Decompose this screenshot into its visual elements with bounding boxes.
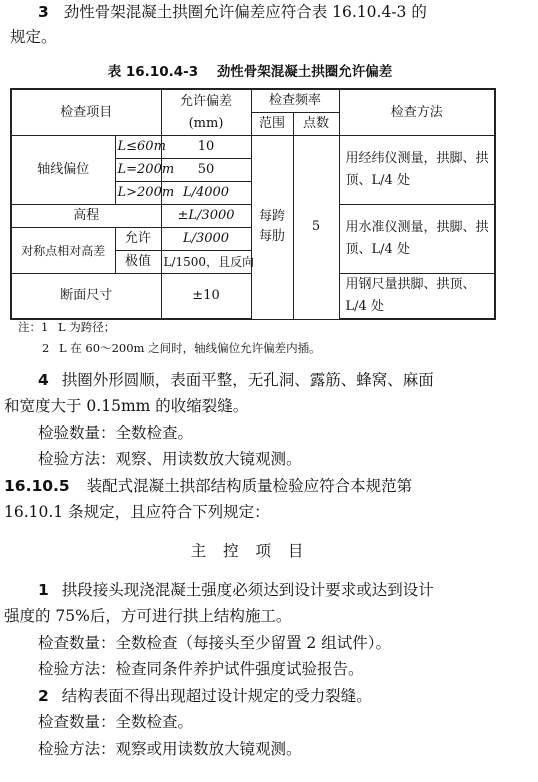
item-1-line-1 [0, 580, 538, 600]
para-4-method: 检验方法：观察、用读数放大镜观测。 [38, 450, 302, 468]
item-2-number: 2 [38, 687, 49, 705]
symmetric-limit-label: 极值 [115, 251, 161, 274]
note-2-text: L 在 60～200m 之间时，轴线偏位允许偏差内插。 [58, 341, 321, 355]
section-label: 断面尺寸 [11, 274, 161, 320]
section-value: ±10 [161, 274, 251, 320]
note-1-text: L 为跨径； [57, 320, 116, 334]
para-3-line-1 [0, 2, 538, 22]
header-points: 点数 [293, 113, 339, 136]
para-3-text: 劲性骨架混凝土拱圈允许偏差应符合表 16.10.4-3 的 [63, 3, 427, 21]
para-4-number: 4 [38, 371, 49, 389]
item-2-line-1 [0, 686, 538, 706]
header-frequency: 检查频率 [251, 89, 339, 113]
header-method: 检查方法 [339, 89, 495, 136]
para-4-text-1: 拱圈外形圆顺，表面平整，无孔洞、露筋、蜂窝、麻面 [61, 371, 434, 389]
table-caption-title: 劲性骨架混凝土拱圈允许偏差 [216, 64, 393, 80]
note-label: 注： [18, 320, 41, 334]
method-1: 用经纬仪测量，拱脚、拱顶、L/4 处 [339, 136, 495, 205]
symmetric-label: 对称点相对高差 [11, 228, 115, 274]
header-item: 检查项目 [11, 89, 161, 136]
item-2-quantity: 检查数量：全数检查。 [38, 713, 194, 731]
table-caption-number: 表 16.10.4-3 [107, 64, 199, 80]
range-value [251, 136, 293, 320]
para-3-line-2: 规定。 [10, 28, 57, 46]
elevation-label: 高程 [11, 205, 161, 228]
axis-condition-1: L≤60m [115, 136, 161, 159]
axis-condition-3: L>200m [115, 182, 161, 205]
table-header-row-1 [11, 89, 495, 113]
points-value: 5 [293, 136, 339, 320]
elevation-value: ±L/3000 [161, 205, 251, 228]
section-16-10-5-line-2: 16.10.1 条规定，且应符合下列规定： [4, 503, 270, 521]
symmetric-allow-value: L/3000 [161, 228, 251, 251]
axis-value-2: 50 [161, 159, 251, 182]
section-16-10-5-line-1 [0, 476, 504, 496]
item-1-quantity: 检查数量：全数检查（每接头至少留置 2 组试件）。 [38, 634, 391, 652]
main-items-title: 主 控 项 目 [190, 542, 310, 560]
tolerance-table [10, 88, 496, 320]
header-tolerance-line1: 允许偏差 [180, 93, 233, 109]
table-caption [0, 63, 500, 81]
para-3-number: 3 [38, 3, 49, 21]
method-2: 用水准仪测量，拱脚、拱顶、L/4 处 [339, 205, 495, 274]
para-4-quantity: 检验数量：全数检查。 [38, 424, 194, 442]
section-16-10-5-number: 16.10.5 [4, 477, 70, 495]
table-row [11, 136, 495, 159]
para-4-line-2: 和宽度大于 0.15mm 的收缩裂缝。 [4, 397, 249, 415]
item-1-text-1: 拱段接头现浇混凝土强度必须达到设计要求或达到设计 [61, 581, 434, 599]
header-tolerance [161, 89, 251, 136]
note-2 [18, 340, 321, 356]
para-4-line-1 [0, 370, 538, 390]
item-1-number: 1 [38, 581, 49, 599]
item-2-method: 检验方法：观察或用读数放大镜观测。 [38, 740, 302, 758]
item-1-line-2: 强度的 75%后，方可进行拱上结构施工。 [4, 607, 292, 625]
range-value-text: 每跨每肋 [259, 209, 286, 245]
item-2-text-1: 结构表面不得出现超过设计规定的受力裂缝。 [61, 687, 372, 705]
header-range: 范围 [251, 113, 293, 136]
axis-value-1: 10 [161, 136, 251, 159]
note-2-number: 2 [42, 341, 50, 355]
note-1-number: 1 [41, 320, 49, 334]
method-3: 用钢尺量拱脚、拱顶、L/4 处 [339, 274, 495, 320]
item-1-method: 检验方法：检查同条件养护试件强度试验报告。 [38, 660, 364, 678]
section-16-10-5-text-1: 装配式混凝土拱部结构质量检验应符合本规范第 [86, 477, 413, 495]
header-tolerance-line2: (mm) [188, 115, 224, 131]
symmetric-allow-label: 允许 [115, 228, 161, 251]
note-1 [18, 319, 115, 335]
symmetric-limit-value: L/1500，且反向 [161, 251, 251, 274]
axis-value-3: L/4000 [161, 182, 251, 205]
axis-label: 轴线偏位 [11, 136, 115, 205]
axis-condition-2: L=200m [115, 159, 161, 182]
